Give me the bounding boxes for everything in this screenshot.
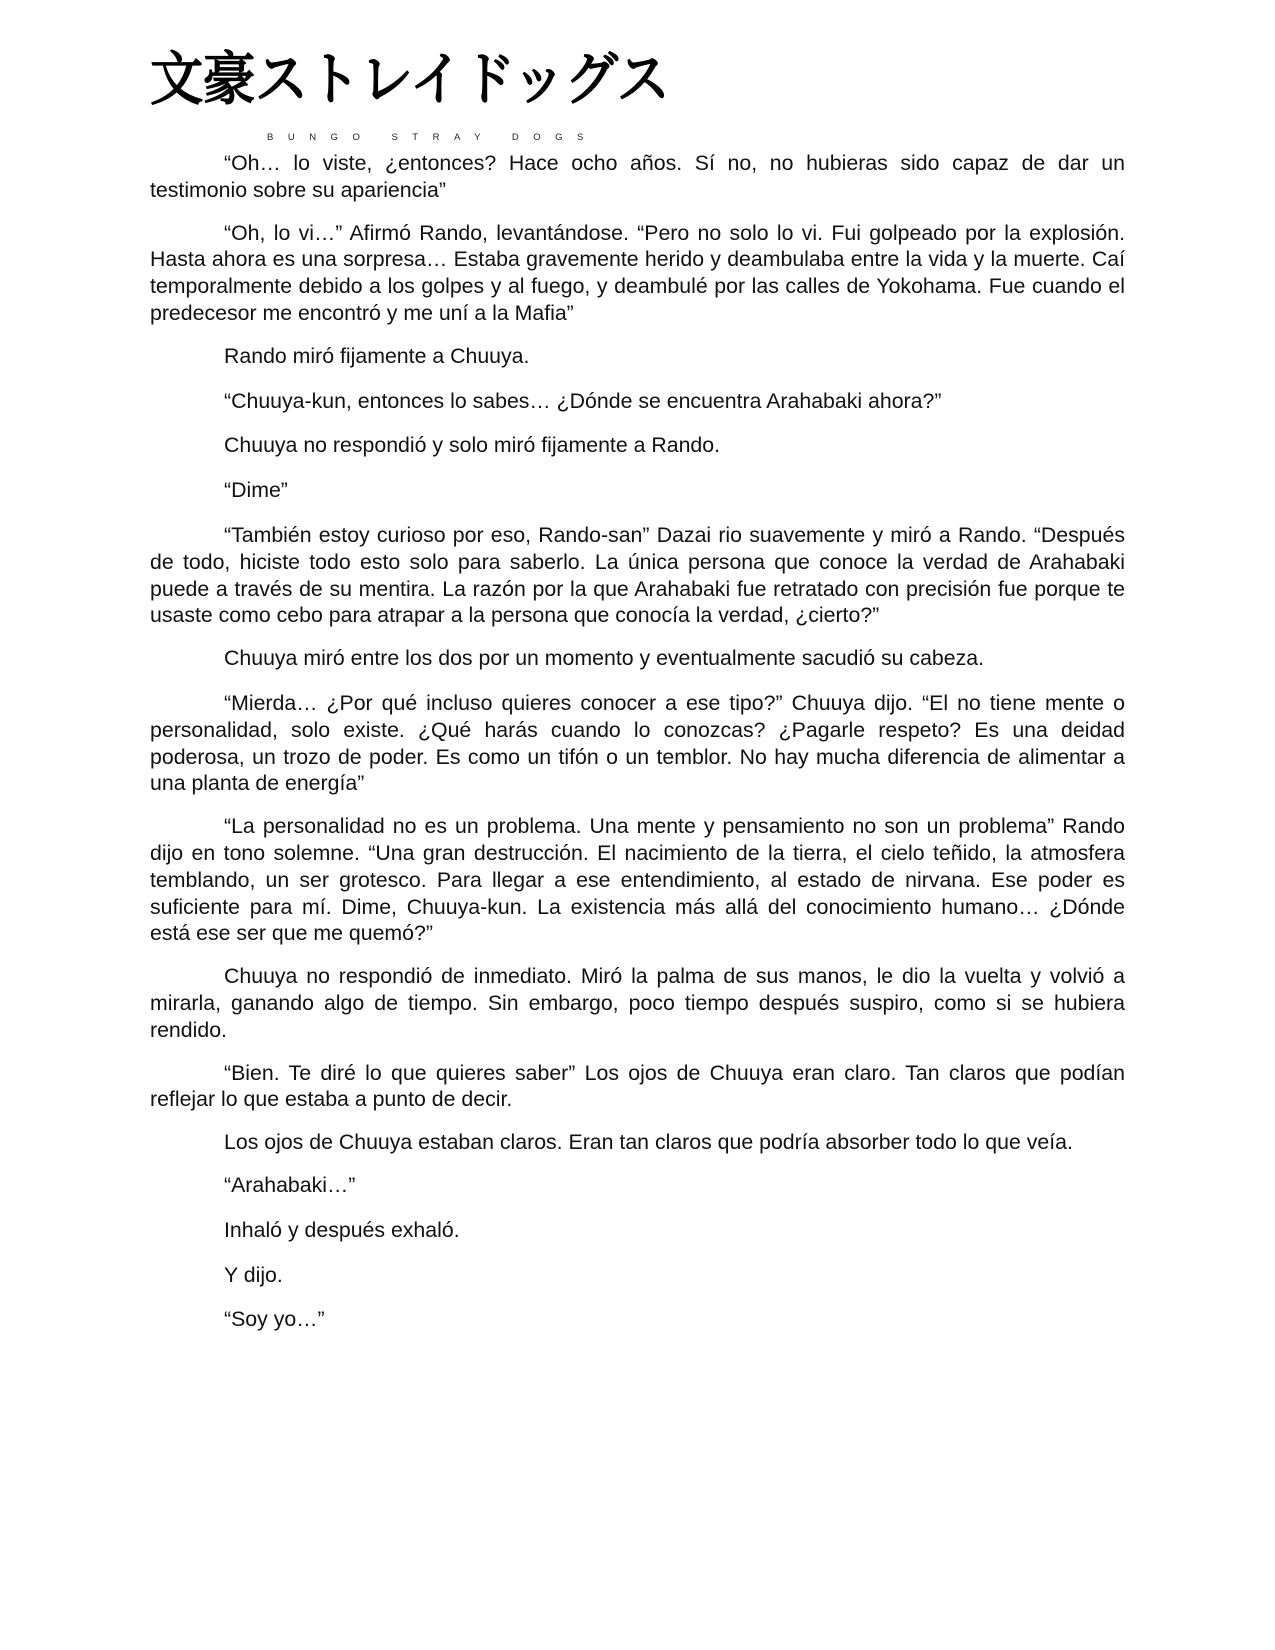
paragraph: “Oh, lo vi…” Afirmó Rando, levantándose. “Pero no solo lo vi. Fui golpeado por la explosión. Hasta ahora es una sorpresa… Estaba gravemente herido y deambulaba entre la vida y la muerte. Caí temporalmente debido a los golpes y al fuego, y deambulé por las calles de Yokohama. Fue cuando el predecesor me encontró y me uní a la Mafia”: [150, 220, 1125, 325]
paragraph: Los ojos de Chuuya estaban claros. Eran tan claros que podría absorber todo lo que veía.: [224, 1130, 1073, 1155]
logo-japanese-title: 文豪ストレイドッグス: [150, 45, 670, 113]
paragraph: “Chuuya-kun, entonces lo sabes… ¿Dónde se encuentra Arahabaki ahora?”: [224, 388, 942, 413]
paragraph: “También estoy curioso por eso, Rando-san” Dazai rio suavemente y miró a Rando. “Después de todo, hiciste todo esto solo para saberlo. La única persona que conoce la verdad de Arahabaki puede a través de su mentira. La razón por la que Arahabaki fue retratado con precisión fue porque te usaste como cebo para atrapar a la persona que conocía la verdad, ¿cierto?”: [150, 522, 1125, 628]
paragraph: “La personalidad no es un problema. Una mente y pensamiento no son un problema” Rando dijo en tono solemne. “Una gran destrucción. El nacimiento de la tierra, el cielo teñido, la atmosfera temblando, un ser grotesco. Para llegar a ese entendimiento, al estado de nirvana. Ese poder es suficiente para mí. Dime, Chuuya-kun. La existencia más allá del conocimiento humano… ¿Dónde está ese ser que me quemó?”: [150, 814, 1125, 946]
logo-english-subtitle: BUNGO STRAY DOGS: [267, 132, 598, 143]
paragraph: “Dime”: [224, 478, 288, 503]
paragraph: “Oh… lo viste, ¿entonces? Hace ocho años. Sí no, no hubieras sido capaz de dar un testimonio sobre su apariencia”: [150, 151, 1125, 202]
paragraph: “Soy yo…”: [224, 1307, 325, 1332]
paragraph: “Bien. Te diré lo que quieres saber” Los ojos de Chuuya eran claro. Tan claros que podían reflejar lo que estaba a punto de decir.: [150, 1060, 1125, 1112]
paragraph: Inhaló y después exhaló.: [224, 1217, 460, 1242]
paragraph: Y dijo.: [224, 1262, 283, 1287]
paragraph: Chuuya miró entre los dos por un momento y eventualmente sacudió su cabeza.: [224, 646, 985, 671]
paragraph: Rando miró fijamente a Chuuya.: [224, 343, 530, 368]
paragraph: “Arahabaki…”: [224, 1172, 356, 1197]
header-logo: [150, 44, 710, 144]
paragraph: “Mierda… ¿Por qué incluso quieres conocer a ese tipo?” Chuuya dijo. “El no tiene mente o personalidad, solo existe. ¿Qué harás cuando lo conozcas? ¿Pagarle respeto? Es una deidad poderosa, un trozo de poder. Es como un tifón o un temblor. No hay mucha diferencia de alimentar a una planta de energía”: [150, 690, 1125, 796]
page-body: [150, 150, 1125, 1351]
paragraph: Chuuya no respondió y solo miró fijamente a Rando.: [224, 433, 721, 458]
paragraph: Chuuya no respondió de inmediato. Miró la palma de sus manos, le dio la vuelta y volvió a mirarla, ganando algo de tiempo. Sin embargo, poco tiempo después suspiro, como si se hubiera rendido.: [150, 964, 1125, 1042]
